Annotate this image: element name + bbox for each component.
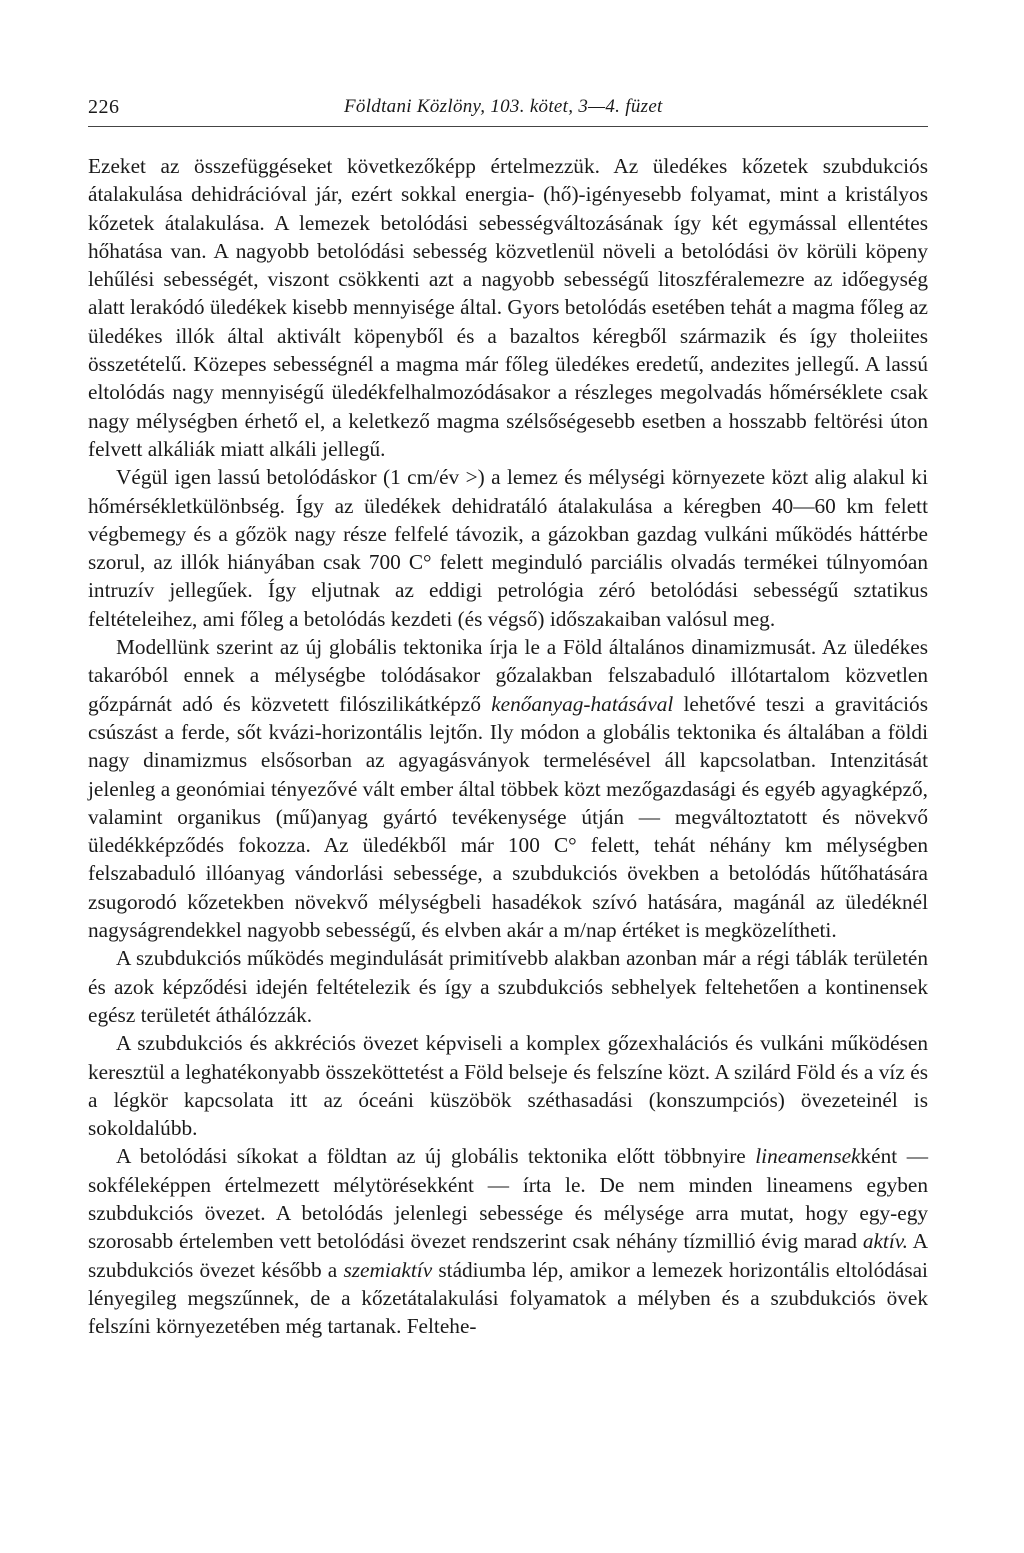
paragraph bbox=[88, 944, 928, 1029]
emphasis-text: lineamensek bbox=[755, 1144, 861, 1169]
paragraph bbox=[88, 1142, 928, 1340]
paragraph-text: A szubdukciós működés megindulását primitívebb alakban azonban már a régi táblák területén és azok képződési idején feltételezik és így a szubdukciós sebhelyek feltehetően a kontinensek egész területét áthálózzák. bbox=[88, 946, 928, 1027]
header-rule bbox=[88, 126, 928, 127]
paragraph-text: Végül igen lassú betolódáskor (1 cm/év >) a lemez és mélységi környezete közt alig alakul ki hőmérsékletkülönbség. Így az üledékek dehidratáló átalakulása a kéregben 40—60 km felett végbemegy és a gőzök nagy része felfelé távozik, a gázokban gazdag vulkáni működés háttérbe szorul, az illók hiányában csak 700 C° felett meginduló parciális olvadás termékei túlnyomóan intruzív jellegűek. Így eljutnak az eddigi petrológia zéró betolódási sebességű sztatikus feltételeihez, ami főleg a betolódás kezdeti (és végső) időszakaiban valósul meg. bbox=[88, 465, 928, 631]
paragraph bbox=[88, 1029, 928, 1142]
paragraph bbox=[88, 152, 928, 463]
paragraph bbox=[88, 633, 928, 944]
paragraph-text: lehetővé teszi a gravitációs csúszást a ferde, sőt kvázi-horizontális lejtőn. Ily módon a globális tektonika és általában a földi nagy dinamizmus elsősorban az agyagásványok termelésével áll kapcsolatban. Intenzitását jelenleg a geonómiai tényezővé vált ember által többek közt mezőgazdasági és egyéb agyagképző, valamint organikus (mű)anyag gyártó tevékenysége útján — megváltoztatott és növekvő üledékképződés fokozza. Az üledékből már 100 C° felett, tehát néhány km mélységben felszabaduló illóanyag vándorlási sebessége, a szubdukciós övekben a betolódás hűtőhatására zsugorodó kőzetekben növekvő mélységbeli hasadékok szívó hatására, magánál az üledéknél nagyságrendekkel nagyobb sebességű, és elvben akár a m/nap értéket is megközelítheti. bbox=[88, 691, 928, 943]
emphasis-text: aktív. bbox=[862, 1229, 908, 1254]
paragraph-text: Modellünk szerint az új globális tektonika írja le a Föld általános dinamizmusát. Az üledékes takaróból ennek a mélységbe tolódásakor gőzalakban felszabaduló illótartalom közvetlen gőzpárnát adó és közvetett filószilikátképző bbox=[88, 635, 928, 716]
body-text bbox=[88, 152, 928, 1340]
paragraph-text: ként — sokféleképpen értelmezett mélytörésekként — írta le. De nem minden lineamens egyben szubdukciós övezet. A betolódás jelenlegi sebessége és mélysége arra mutat, hogy egy-egy szorosabb értelemben vett betolódási övezet rendszerint csak néhány tízmillió évig marad bbox=[88, 1144, 928, 1254]
paragraph-text: A szubdukciós övezet később a bbox=[88, 1229, 928, 1282]
page-number: 226 bbox=[88, 96, 120, 118]
paragraph-text: A szubdukciós és akkréciós övezet képviseli a komplex gőzexhalációs és vulkáni működésen keresztül a leghatékonyabb összeköttetést a Föld belseje és felszíne közt. A szilárd Föld és a víz és a légkör kapcsolata itt az óceáni küszöbök széthasadási (konszumpciós) övezeteinél is sokoldalúbb. bbox=[88, 1031, 928, 1141]
running-head: Földtani Közlöny, 103. kötet, 3—4. füzet bbox=[344, 96, 663, 117]
paragraph-text: A betolódási síkokat a földtan az új globális tektonika előtt többnyire bbox=[116, 1144, 756, 1169]
document-page bbox=[88, 92, 928, 1340]
page-header bbox=[88, 92, 928, 128]
paragraph-text: stádiumba lép, amikor a lemezek horizontális eltolódásai lényegileg megszűnnek, de a kőzetátalakulási folyamatok a mélyben és a szubdukciós övek felszíni környezetében még tartanak. Feltehe- bbox=[88, 1257, 928, 1339]
emphasis-text: kenőanyag-hatásával bbox=[491, 691, 674, 716]
emphasis-text: szemiaktív bbox=[343, 1257, 433, 1282]
paragraph-text: Ezeket az összefüggéseket következőképp értelmezzük. Az üledékes kőzetek szubdukciós átalakulása dehidrációval jár, ezért sokkal energia- (hő)-igényesebb folyamat, mint a kristályos kőzetek átalakulása. A lemezek betolódási sebességváltozásának így két egymással ellentétes hőhatása van. A nagyobb betolódási sebesség közvetlenül növeli a betolódási öv körüli köpeny lehűlési sebességét, viszont csökkenti azt a nagyobb sebességű litoszféralemezre az időegység alatt lerakódó üledékek kisebb mennyisége által. Gyors betolódás esetében tehát a magma főleg az üledékes illók által aktivált köpenyből és a bazaltos kéregből származik és így tholeiites összetételű. Közepes sebességnél a magma már főleg üledékes eredetű, andezites jellegű. A lassú eltolódás nagy mennyiségű üledékfelhalmozódásakor a részleges megolvadás hőmérséklete csak nagy mélységben érhető el, a keletkező magma szélsőségesebb esetben a hosszabb feltörési úton felvett alkáliák miatt alkáli jellegű. bbox=[88, 154, 928, 461]
paragraph bbox=[88, 463, 928, 633]
